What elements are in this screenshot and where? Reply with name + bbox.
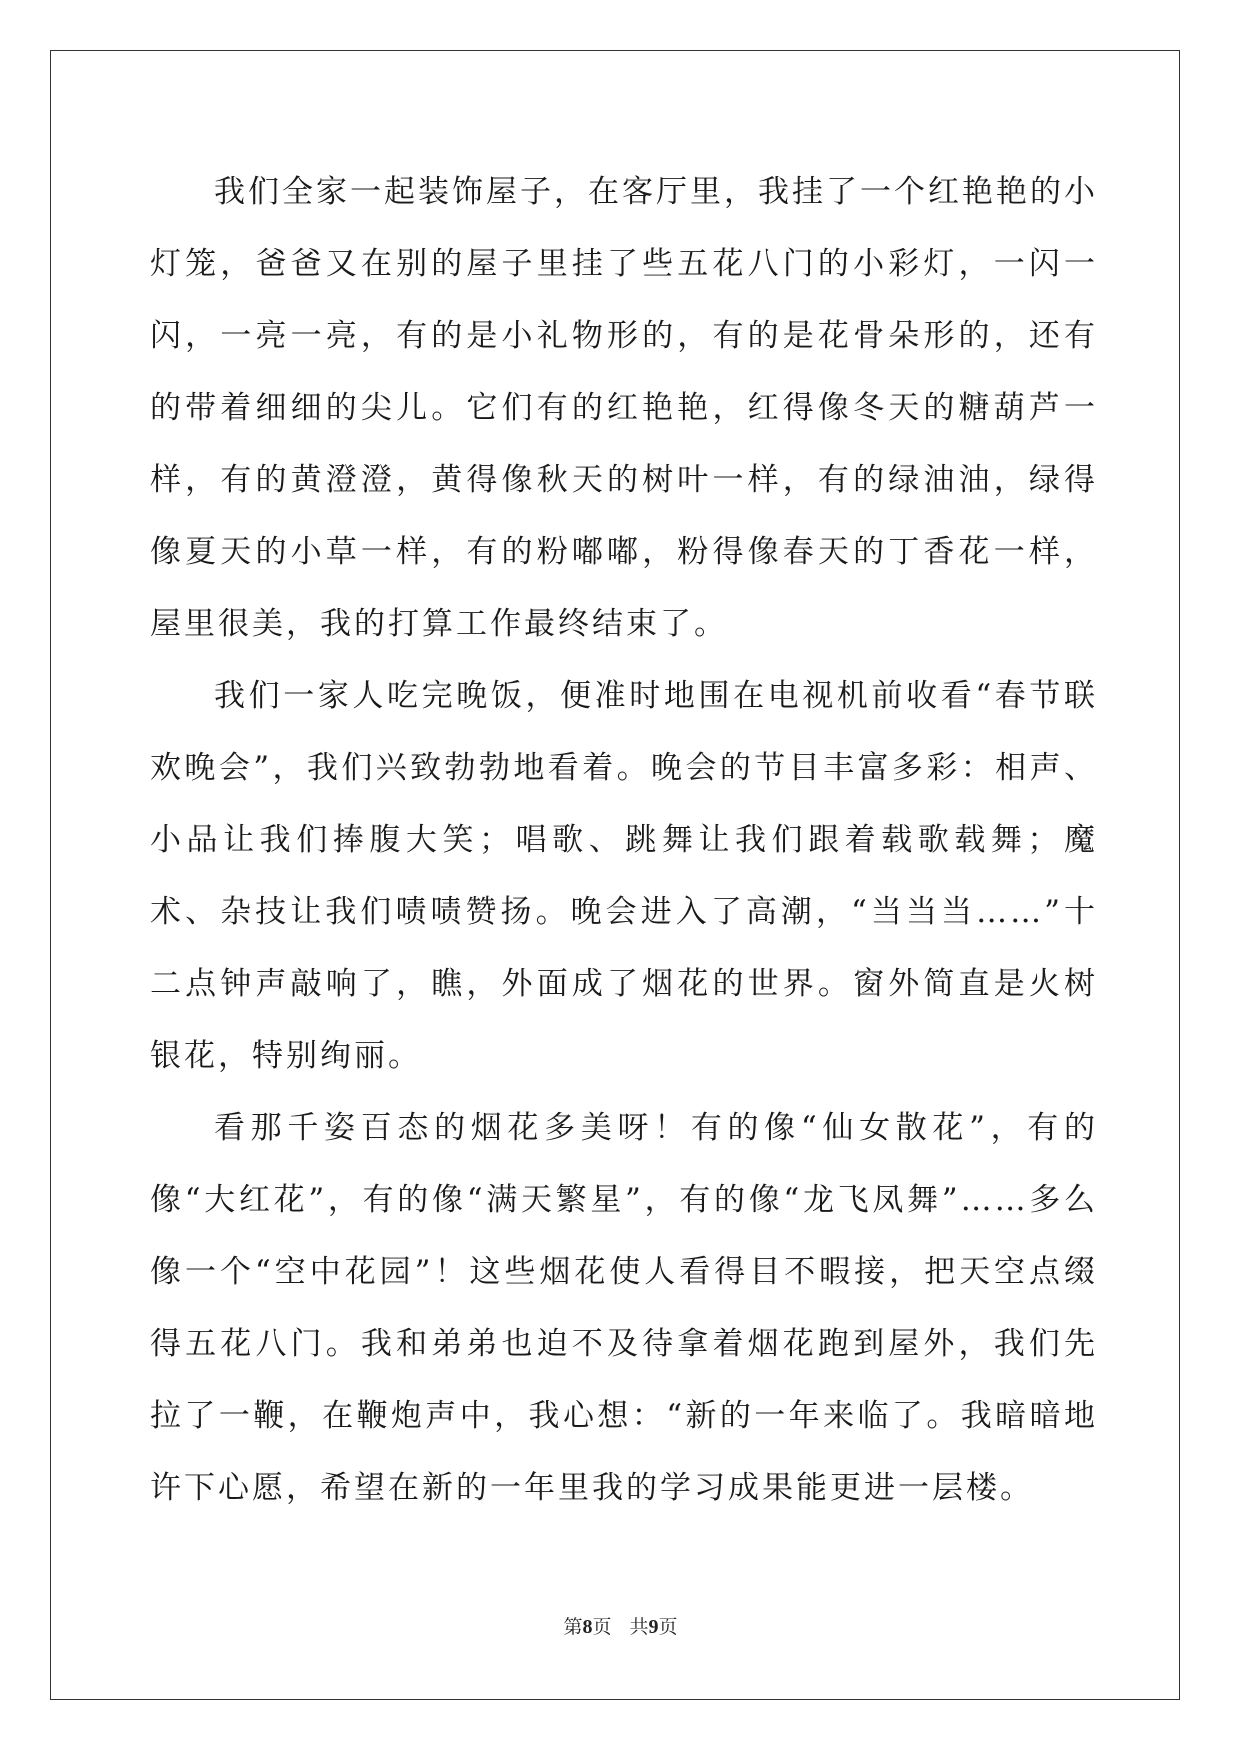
paragraph-decorating: 我们全家一起装饰屋子，在客厅里，我挂了一个红艳艳的小灯笼，爸爸又在别的屋子里挂了些五花八门的小彩灯，一闪一闪，一亮一亮，有的是小礼物形的，有的是花骨朵形的，还有的带着细细的尖儿。它们有的红艳艳，红得像冬天的糖葫芦一样，有的黄澄澄，黄得像秋天的树叶一样，有的绿油油，绿得像夏天的小草一样，有的粉嘟嘟，粉得像春天的丁香花一样，屋里很美，我的打算工作最终结束了。 xyxy=(150,174,1098,642)
page-prefix: 第 xyxy=(563,1616,583,1638)
total-prefix: 共 xyxy=(629,1616,649,1638)
document-body xyxy=(150,156,1098,1524)
paragraph-fireworks: 看那千姿百态的烟花多美呀！有的像“仙女散花”，有的像“大红花”，有的像“满天繁星”，有的像“龙飞凤舞”……多么像一个“空中花园”！这些烟花使人看得目不暇接，把天空点缀得五花八门。我和弟弟也迫不及待拿着烟花跑到屋外，我们先拉了一鞭，在鞭炮声中，我心想：“新的一年来临了。我暗暗地许下心愿，希望在新的一年里我的学习成果能更进一层楼。 xyxy=(150,1110,1098,1506)
paragraph-gala: 我们一家人吃完晚饭，便准时地围在电视机前收看“春节联欢晚会”，我们兴致勃勃地看着。晚会的节目丰富多彩：相声、小品让我们捧腹大笑；唱歌、跳舞让我们跟着载歌载舞；魔术、杂技让我们啧啧赞扬。晚会进入了高潮，“当当当……”十二点钟声敲响了，瞧，外面成了烟花的世界。窗外简直是火树银花，特别绚丽。 xyxy=(150,678,1098,1074)
total-unit: 页 xyxy=(658,1616,678,1638)
page-unit: 页 xyxy=(592,1616,612,1638)
page-footer xyxy=(0,1612,1241,1639)
page-total: 9 xyxy=(648,1616,659,1638)
page-current: 8 xyxy=(582,1616,593,1638)
